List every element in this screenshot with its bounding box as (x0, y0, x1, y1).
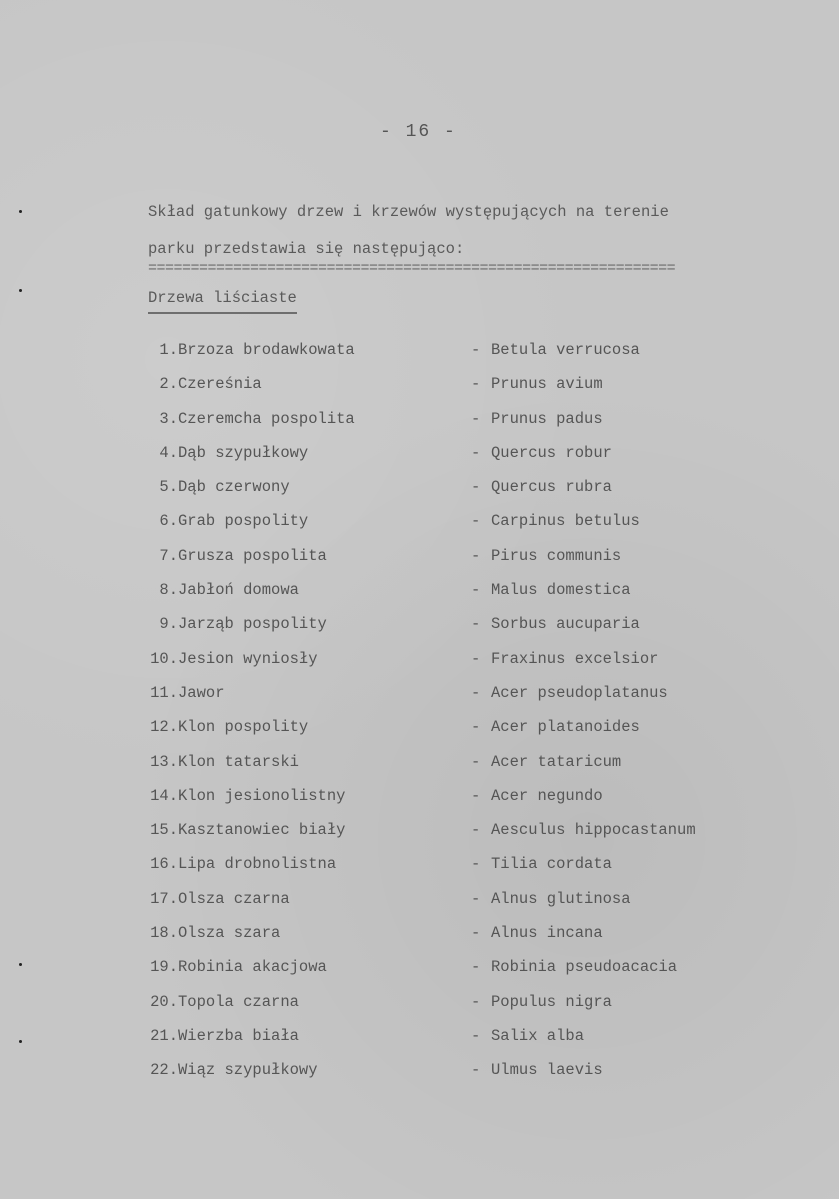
separator-dash: - (471, 889, 481, 908)
list-item (140, 890, 780, 924)
item-number: 14. (150, 786, 178, 805)
list-item (140, 650, 780, 684)
punch-mark (19, 1040, 22, 1043)
latin-name: Betula verrucosa (491, 341, 640, 359)
polish-name: Klon pospolity (178, 718, 309, 737)
list-item (140, 581, 780, 615)
separator-dash: - (471, 341, 481, 359)
double-rule-divider: ============================================================== (148, 263, 676, 275)
separator-dash: - (471, 752, 481, 771)
polish-name: Brzoza brodawkowata (178, 341, 355, 359)
page-number: - 16 - (380, 122, 457, 142)
item-number: 12. (150, 718, 178, 737)
latin-name: Aesculus hippocastanum (491, 821, 696, 840)
polish-name: Wierzba biała (178, 1026, 299, 1045)
latin-name: Acer negundo (491, 786, 603, 805)
latin-name: Fraxinus excelsior (491, 649, 659, 668)
polish-name: Robinia akacjowa (178, 958, 327, 977)
separator-dash: - (471, 992, 481, 1011)
latin-name: Prunus padus (491, 409, 603, 428)
latin-name: Quercus rubra (491, 478, 612, 497)
separator-dash: - (471, 375, 481, 394)
polish-name: Grab pospolity (178, 512, 309, 531)
list-item (140, 410, 780, 444)
list-item (140, 787, 780, 821)
item-number: 5. (159, 478, 178, 497)
polish-name: Jarząb pospolity (178, 615, 327, 634)
separator-dash: - (471, 512, 481, 531)
latin-name: Robinia pseudoacacia (491, 958, 678, 977)
intro-line: Skład gatunkowy drzew i krzewów występujących na terenie (148, 203, 669, 221)
latin-name: Alnus glutinosa (491, 889, 631, 908)
item-number: 13. (150, 752, 178, 771)
item-number: 2. (159, 375, 178, 394)
list-item (140, 1027, 780, 1061)
polish-name: Kasztanowiec biały (178, 821, 346, 840)
item-number: 17. (150, 889, 178, 908)
item-number: 3. (159, 409, 178, 428)
list-item (140, 512, 780, 546)
item-number: 9. (159, 615, 178, 634)
separator-dash: - (471, 683, 481, 702)
latin-name: Acer pseudoplatanus (491, 683, 668, 702)
polish-name: Czereśnia (178, 375, 262, 394)
separator-dash: - (471, 1061, 481, 1080)
latin-name: Ulmus laevis (491, 1061, 603, 1080)
list-item (140, 993, 780, 1027)
latin-name: Alnus incana (491, 924, 603, 943)
polish-name: Dąb szypułkowy (178, 443, 309, 462)
separator-dash: - (471, 718, 481, 737)
polish-name: Jesion wyniosły (178, 649, 318, 668)
section-title: Drzewa liściaste (148, 289, 297, 314)
separator-dash: - (471, 443, 481, 462)
separator-dash: - (471, 786, 481, 805)
polish-name: Olsza szara (178, 924, 281, 943)
item-number: 10. (150, 649, 178, 668)
list-item (140, 855, 780, 889)
list-item (140, 547, 780, 581)
polish-name: Lipa drobnolistna (178, 855, 337, 874)
separator-dash: - (471, 649, 481, 668)
item-number: 11. (150, 683, 178, 702)
latin-name: Tilia cordata (491, 855, 612, 874)
separator-dash: - (471, 924, 481, 943)
intro-line: parku przedstawia się następująco: (148, 240, 465, 258)
item-number: 1. (159, 341, 178, 359)
latin-name: Sorbus aucuparia (491, 615, 640, 634)
punch-mark (19, 963, 22, 966)
list-item (140, 753, 780, 787)
separator-dash: - (471, 478, 481, 497)
polish-name: Jawor (178, 683, 225, 702)
intro-paragraph (148, 194, 748, 268)
polish-name: Olsza czarna (178, 889, 290, 908)
polish-name: Czeremcha pospolita (178, 409, 355, 428)
latin-name: Acer platanoides (491, 718, 640, 737)
item-number: 6. (159, 512, 178, 531)
separator-dash: - (471, 855, 481, 874)
latin-name: Carpinus betulus (491, 512, 640, 531)
latin-name: Acer tataricum (491, 752, 622, 771)
list-item (140, 615, 780, 649)
separator-dash: - (471, 409, 481, 428)
item-number: 7. (159, 546, 178, 565)
punch-mark (19, 210, 22, 213)
list-item (140, 444, 780, 478)
item-number: 22. (150, 1061, 178, 1080)
list-item (140, 958, 780, 992)
polish-name: Dąb czerwony (178, 478, 290, 497)
separator-dash: - (471, 1026, 481, 1045)
list-item (140, 684, 780, 718)
item-number: 8. (159, 581, 178, 600)
latin-name: Populus nigra (491, 992, 612, 1011)
polish-name: Klon tatarski (178, 752, 299, 771)
separator-dash: - (471, 581, 481, 600)
separator-dash: - (471, 821, 481, 840)
list-item (140, 718, 780, 752)
list-item (140, 821, 780, 855)
list-item (140, 375, 780, 409)
item-number: 18. (150, 924, 178, 943)
latin-name: Prunus avium (491, 375, 603, 394)
list-item (140, 478, 780, 512)
polish-name: Grusza pospolita (178, 546, 327, 565)
polish-name: Jabłoń domowa (178, 581, 299, 600)
latin-name: Quercus robur (491, 443, 612, 462)
item-number: 4. (159, 443, 178, 462)
item-number: 15. (150, 821, 178, 840)
polish-name: Topola czarna (178, 992, 299, 1011)
latin-name: Pirus communis (491, 546, 622, 565)
polish-name: Klon jesionolistny (178, 786, 346, 805)
separator-dash: - (471, 615, 481, 634)
tree-list (140, 341, 780, 1096)
polish-name: Wiąz szypułkowy (178, 1061, 318, 1080)
list-item (140, 341, 780, 375)
item-number: 21. (150, 1026, 178, 1045)
latin-name: Malus domestica (491, 581, 631, 600)
separator-dash: - (471, 546, 481, 565)
item-number: 16. (150, 855, 178, 874)
list-item (140, 924, 780, 958)
item-number: 20. (150, 992, 178, 1011)
list-item (140, 1061, 780, 1095)
item-number: 19. (150, 958, 178, 977)
punch-mark (19, 289, 22, 292)
latin-name: Salix alba (491, 1026, 585, 1045)
separator-dash: - (471, 958, 481, 977)
